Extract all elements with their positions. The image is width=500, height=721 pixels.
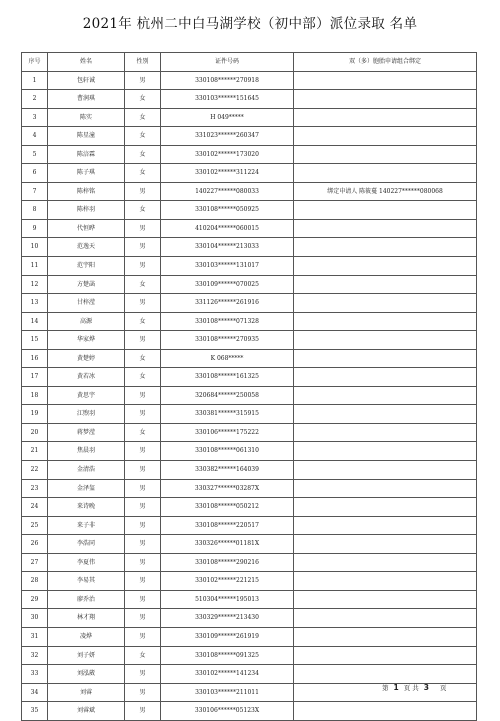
cell-id-number: 330108******220517 [161,516,294,535]
cell-id-number: 330103******211011 [161,683,294,702]
cell-name: 焦晨羽 [48,442,125,461]
cell-gender: 男 [125,535,161,554]
cell-index: 27 [22,553,48,572]
cell-index: 24 [22,498,48,517]
cell-name: 刘泓葳 [48,665,125,684]
cell-name: 金清浩 [48,461,125,480]
cell-name: 范逸天 [48,238,125,257]
table-row [22,572,477,591]
cell-index: 26 [22,535,48,554]
cell-gender: 男 [125,219,161,238]
cell-index: 11 [22,257,48,276]
cell-id-number: 330103******131017 [161,257,294,276]
cell-index: 22 [22,461,48,480]
cell-index: 32 [22,646,48,665]
cell-id-number: 331126******261916 [161,294,294,313]
table-row [22,646,477,665]
cell-gender: 男 [125,257,161,276]
cell-name: 来子非 [48,516,125,535]
page-title: 2021年 杭州二中白马湖学校（初中部）派位录取 名单 [82,16,418,32]
cell-id-number: 330326******01181X [161,535,294,554]
cell-twin-binding [294,294,477,313]
cell-gender: 男 [125,516,161,535]
cell-gender: 男 [125,238,161,257]
cell-twin-binding [294,442,477,461]
cell-id-number: 330102******141234 [161,665,294,684]
cell-gender: 女 [125,349,161,368]
cell-name: 陈涪霖 [48,145,125,164]
cell-gender: 女 [125,127,161,146]
cell-name: 李易其 [48,572,125,591]
cell-gender: 女 [125,145,161,164]
table-row [22,182,477,201]
cell-index: 10 [22,238,48,257]
cell-gender: 女 [125,312,161,331]
table-row [22,627,477,646]
table-row [22,257,477,276]
cell-id-number: 330329******213430 [161,609,294,628]
cell-twin-binding [294,405,477,424]
table-row [22,553,477,572]
cell-id-number: 330108******050925 [161,201,294,220]
cell-index: 5 [22,145,48,164]
cell-id-number: 330108******071328 [161,312,294,331]
cell-twin-binding [294,535,477,554]
table-row [22,331,477,350]
table-row [22,294,477,313]
cell-id-number: 330109******261919 [161,627,294,646]
cell-name: 李浩同 [48,535,125,554]
cell-id-number: 330108******061310 [161,442,294,461]
cell-gender: 男 [125,331,161,350]
cell-index: 25 [22,516,48,535]
cell-name: 刘睿斌 [48,702,125,721]
cell-twin-binding [294,219,477,238]
cell-id-number: 330102******311224 [161,164,294,183]
cell-twin-binding [294,71,477,90]
cell-index: 33 [22,665,48,684]
cell-name: 包轩诚 [48,71,125,90]
table-header-row [22,53,477,72]
cell-name: 来诗晚 [48,498,125,517]
table-row [22,442,477,461]
table-row [22,702,477,721]
cell-name: 金泽玺 [48,479,125,498]
footer-page-number: 1 [393,683,399,692]
cell-index: 12 [22,275,48,294]
cell-index: 3 [22,108,48,127]
cell-id-number: 330108******091325 [161,646,294,665]
cell-gender: 男 [125,627,161,646]
table-row [22,238,477,257]
cell-index: 23 [22,479,48,498]
cell-name: 刘子妍 [48,646,125,665]
cell-gender: 男 [125,572,161,591]
cell-twin-binding [294,461,477,480]
cell-index: 35 [22,702,48,721]
table-row [22,405,477,424]
footer-suffix: 页 [440,684,447,692]
cell-gender: 男 [125,182,161,201]
cell-gender: 女 [125,90,161,109]
cell-index: 9 [22,219,48,238]
cell-name: 陈梓羽 [48,201,125,220]
cell-name: 刘睿 [48,683,125,702]
cell-gender: 男 [125,405,161,424]
cell-gender: 男 [125,609,161,628]
cell-twin-binding: 绑定申请人 陈筱蔓 140227******080068 [294,182,477,201]
cell-twin-binding [294,423,477,442]
cell-name: 曹润琪 [48,90,125,109]
cell-gender: 男 [125,461,161,480]
table-row [22,665,477,684]
cell-id-number: 330382******164039 [161,461,294,480]
cell-index: 4 [22,127,48,146]
enrollment-table [21,52,477,721]
cell-twin-binding [294,498,477,517]
cell-twin-binding [294,646,477,665]
cell-gender: 女 [125,201,161,220]
cell-twin-binding [294,108,477,127]
cell-id-number: 330106******05123X [161,702,294,721]
table-row [22,108,477,127]
cell-name: 江煦羽 [48,405,125,424]
cell-index: 14 [22,312,48,331]
cell-id-number: 330106******175222 [161,423,294,442]
cell-twin-binding [294,238,477,257]
table-row [22,590,477,609]
table-row [22,275,477,294]
cell-gender: 男 [125,442,161,461]
cell-twin-binding [294,553,477,572]
cell-id-number: 330381******315915 [161,405,294,424]
table-row [22,479,477,498]
cell-gender: 男 [125,590,161,609]
cell-id-number: 510304******195013 [161,590,294,609]
cell-name: 陈子琪 [48,164,125,183]
cell-twin-binding [294,609,477,628]
table-row [22,127,477,146]
footer-total-pages: 3 [423,683,430,692]
cell-id-number: 331023******260347 [161,127,294,146]
cell-name: 陈实 [48,108,125,127]
cell-name: 陈星潼 [48,127,125,146]
cell-id-number: 330102******221215 [161,572,294,591]
cell-name: 黄思宇 [48,386,125,405]
cell-twin-binding [294,257,477,276]
table-row [22,145,477,164]
cell-twin-binding [294,386,477,405]
cell-gender: 女 [125,646,161,665]
cell-index: 13 [22,294,48,313]
table-row [22,368,477,387]
cell-index: 29 [22,590,48,609]
cell-twin-binding [294,90,477,109]
cell-index: 15 [22,331,48,350]
cell-name: 甘梓滢 [48,294,125,313]
cell-twin-binding [294,368,477,387]
table-row [22,219,477,238]
cell-twin-binding [294,572,477,591]
cell-id-number: H 049***** [161,108,294,127]
header-id-number: 证件号码 [161,53,294,72]
cell-index: 20 [22,423,48,442]
table-row [22,516,477,535]
cell-id-number: 330104******213033 [161,238,294,257]
cell-twin-binding [294,665,477,684]
cell-twin-binding [294,479,477,498]
cell-gender: 男 [125,665,161,684]
cell-gender: 女 [125,423,161,442]
cell-gender: 男 [125,498,161,517]
header-gender: 性别 [125,53,161,72]
cell-twin-binding [294,590,477,609]
footer-prefix: 第 [382,684,389,692]
cell-gender: 男 [125,386,161,405]
cell-index: 6 [22,164,48,183]
cell-id-number: 140227******080033 [161,182,294,201]
cell-id-number: 320684******250058 [161,386,294,405]
cell-gender: 男 [125,553,161,572]
cell-name: 陈梓铭 [48,182,125,201]
cell-twin-binding [294,312,477,331]
cell-name: 黄楚婷 [48,349,125,368]
cell-name: 方楚菡 [48,275,125,294]
cell-gender: 男 [125,294,161,313]
cell-id-number: K 068***** [161,349,294,368]
cell-id-number: 330103******151645 [161,90,294,109]
cell-name: 林才翔 [48,609,125,628]
cell-gender: 女 [125,275,161,294]
cell-twin-binding [294,331,477,350]
cell-index: 30 [22,609,48,628]
cell-twin-binding [294,127,477,146]
cell-index: 17 [22,368,48,387]
cell-index: 21 [22,442,48,461]
cell-gender: 男 [125,479,161,498]
header-twin-binding: 双（多）胞胎申请组合绑定 [294,53,477,72]
table-row [22,349,477,368]
table-row [22,423,477,442]
cell-twin-binding [294,702,477,721]
page-footer [382,683,447,692]
header-index: 序号 [22,53,48,72]
cell-twin-binding [294,201,477,220]
table-row [22,461,477,480]
cell-twin-binding [294,164,477,183]
cell-index: 16 [22,349,48,368]
cell-name: 高源 [48,312,125,331]
cell-id-number: 330327******03287X [161,479,294,498]
table-row [22,90,477,109]
cell-id-number: 330108******161325 [161,368,294,387]
cell-id-number: 330102******173020 [161,145,294,164]
cell-gender: 女 [125,164,161,183]
cell-index: 19 [22,405,48,424]
cell-id-number: 330108******270935 [161,331,294,350]
cell-name: 华家烨 [48,331,125,350]
cell-gender: 女 [125,108,161,127]
cell-gender: 男 [125,71,161,90]
table-row [22,498,477,517]
cell-twin-binding [294,275,477,294]
cell-twin-binding [294,145,477,164]
cell-id-number: 330108******290216 [161,553,294,572]
cell-twin-binding [294,627,477,646]
table-row [22,312,477,331]
cell-name: 李夏伟 [48,553,125,572]
cell-gender: 女 [125,368,161,387]
cell-name: 代恒晔 [48,219,125,238]
cell-index: 34 [22,683,48,702]
cell-id-number: 330108******270918 [161,71,294,90]
cell-index: 2 [22,90,48,109]
cell-twin-binding [294,349,477,368]
table-row [22,71,477,90]
cell-name: 范宇阳 [48,257,125,276]
header-name: 姓名 [48,53,125,72]
cell-index: 31 [22,627,48,646]
cell-id-number: 330108******050212 [161,498,294,517]
cell-id-number: 330109******070025 [161,275,294,294]
table-row [22,609,477,628]
cell-name: 廖乔治 [48,590,125,609]
cell-index: 28 [22,572,48,591]
cell-name: 黄若冰 [48,368,125,387]
cell-gender: 男 [125,702,161,721]
cell-index: 7 [22,182,48,201]
cell-index: 1 [22,71,48,90]
cell-twin-binding [294,516,477,535]
cell-name: 凌烨 [48,627,125,646]
cell-index: 8 [22,201,48,220]
cell-gender: 男 [125,683,161,702]
table-row [22,201,477,220]
table-row [22,164,477,183]
table-row [22,386,477,405]
cell-id-number: 410204******060015 [161,219,294,238]
table-row [22,535,477,554]
cell-name: 蒋梦滢 [48,423,125,442]
footer-middle: 页 共 [403,684,419,692]
cell-index: 18 [22,386,48,405]
